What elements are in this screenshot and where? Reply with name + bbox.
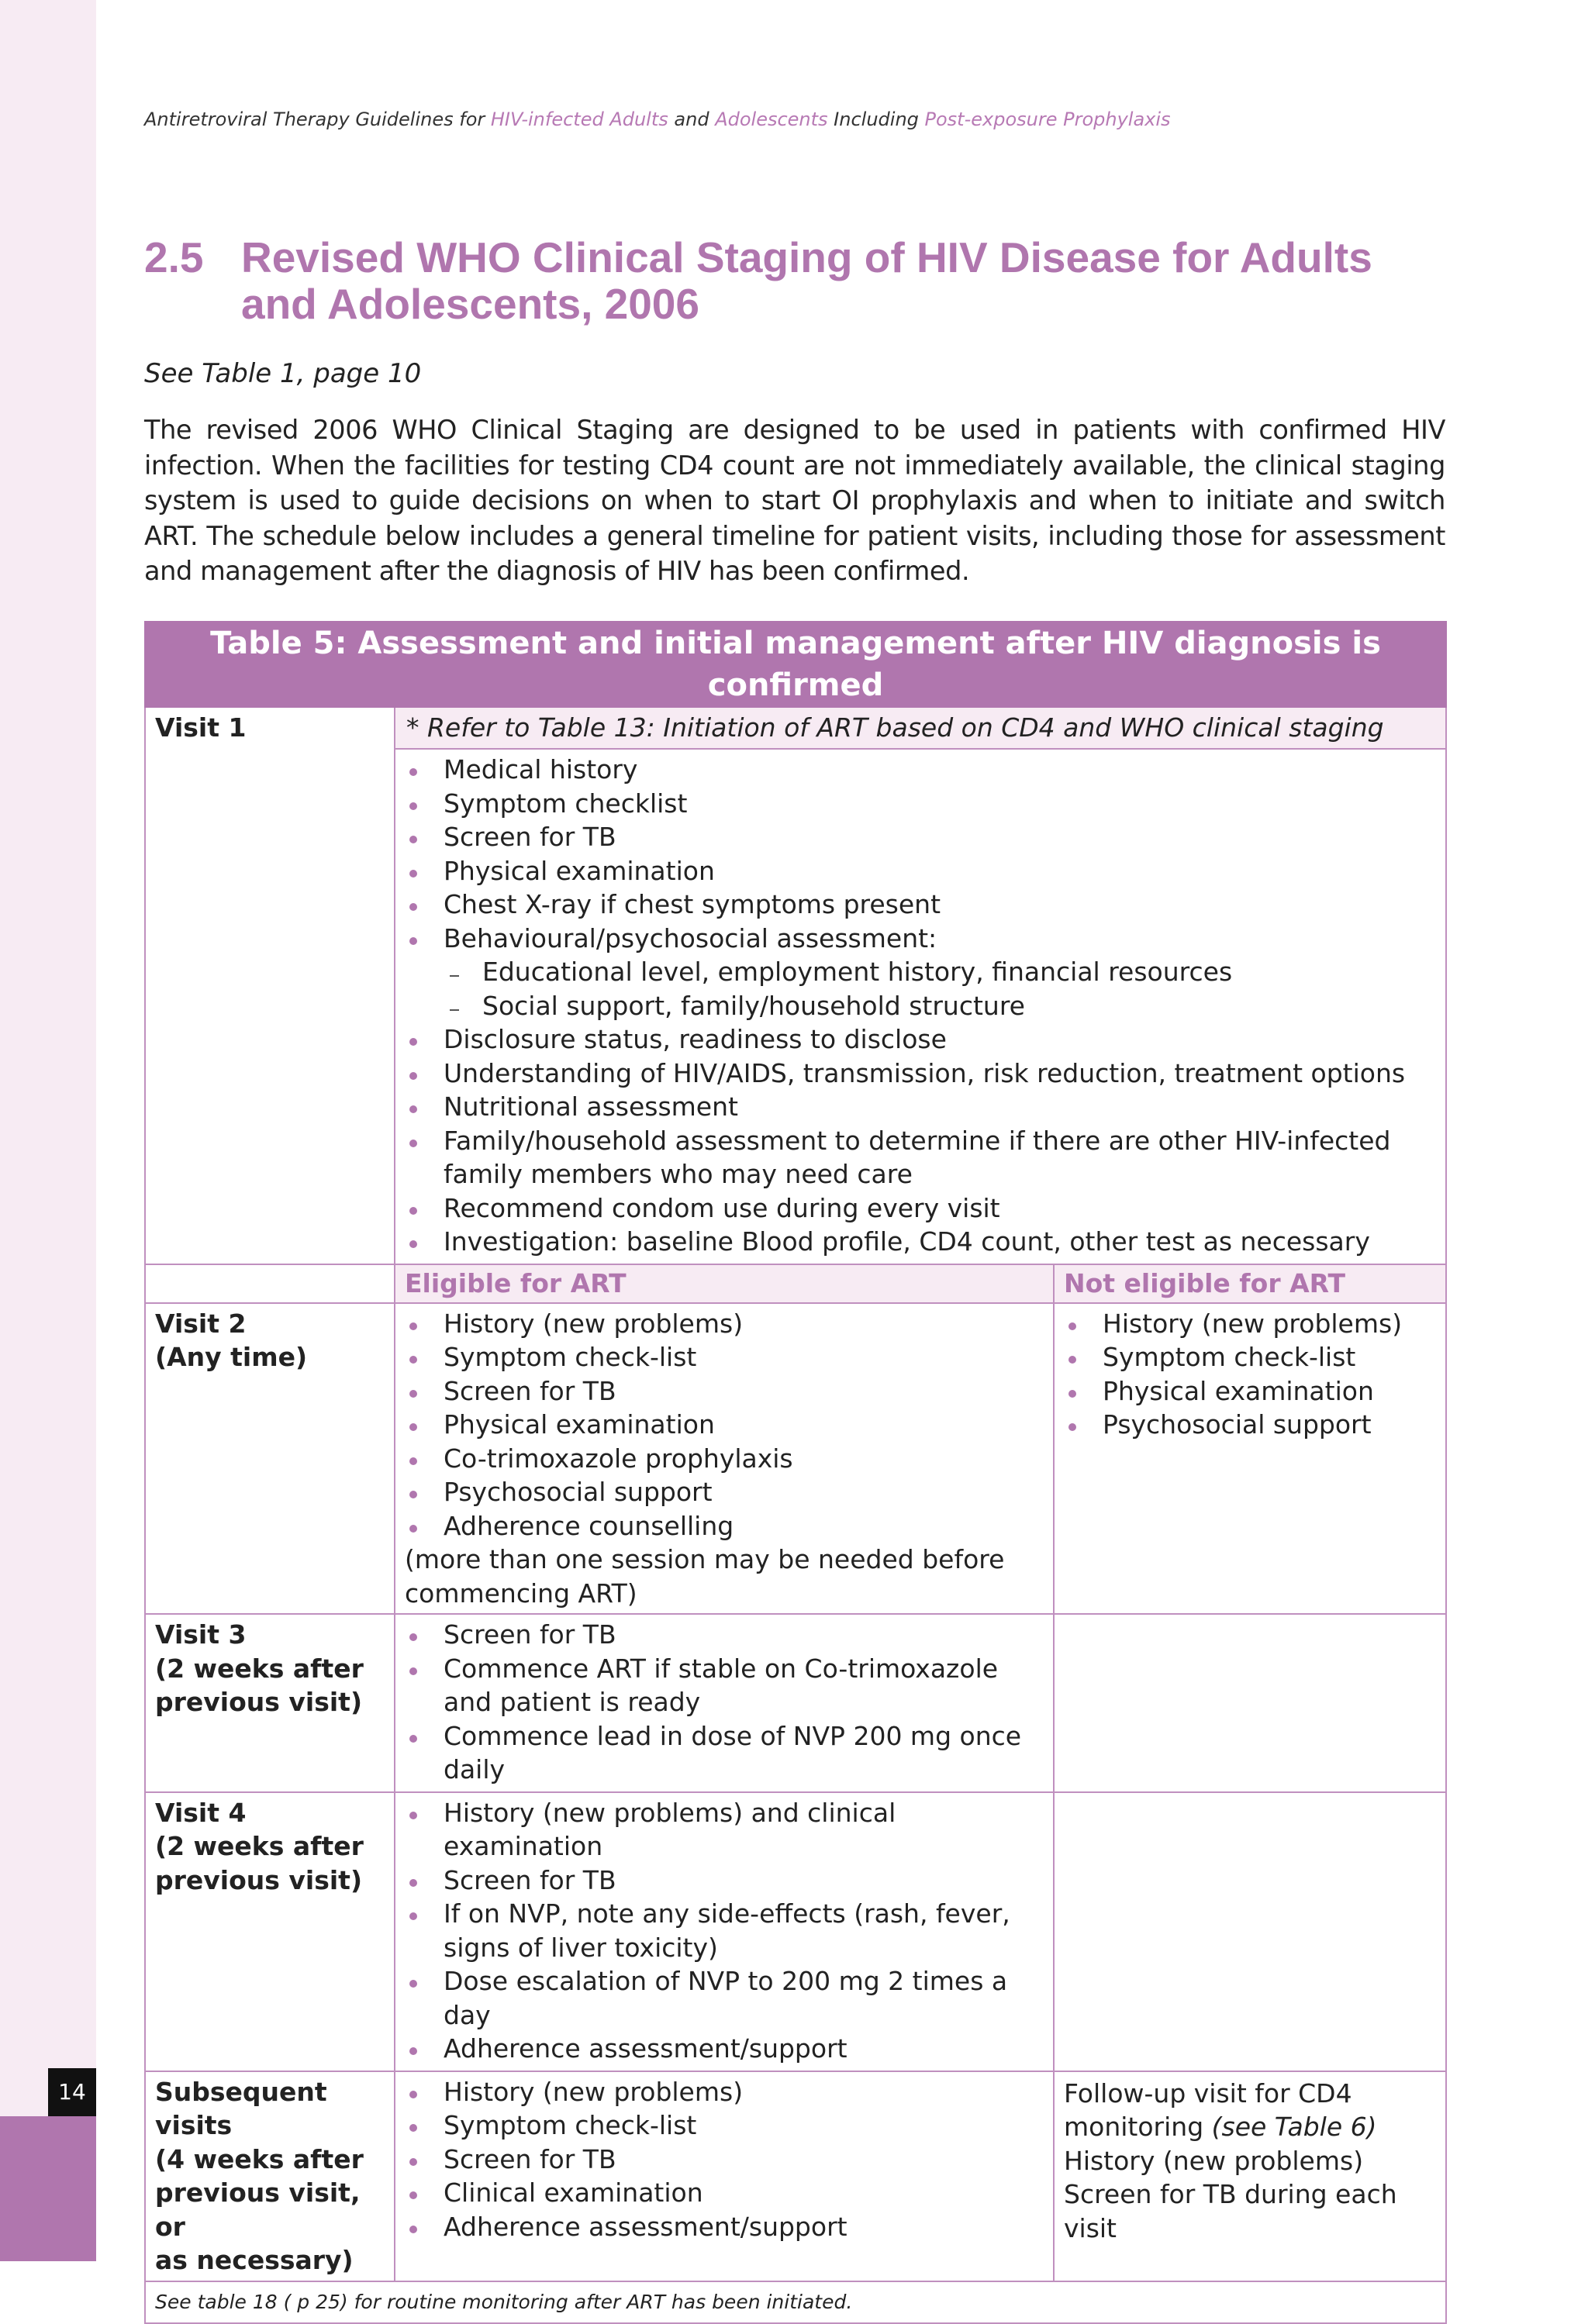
subsequent-label-line: (4 weeks after <box>155 2143 364 2174</box>
list-item: If on NVP, note any side-effects (rash, fever, signs of liver toxicity) <box>405 1897 1044 1964</box>
list-item: Understanding of HIV/AIDS, transmission, risk reduction, treatment options <box>405 1057 1436 1091</box>
followup-line: History (new problems) <box>1064 2145 1364 2176</box>
followup-table-ref: (see Table 6) <box>1211 2112 1377 2142</box>
visit-3-label <box>145 1614 395 1792</box>
header-accent-3: Post-exposure Prophylaxis <box>924 109 1171 130</box>
subsequent-visits-label <box>145 2071 395 2281</box>
list-item: Chest X-ray if chest symptoms present <box>405 888 1436 922</box>
visit-4-label <box>145 1792 395 2071</box>
list-item: Adherence assessment/support <box>405 2032 1044 2066</box>
subsequent-eligible-list <box>395 2072 1053 2249</box>
list-item: Symptom checklist <box>405 787 1436 821</box>
followup-text: monitoring <box>1064 2112 1212 2142</box>
assessment-table <box>144 621 1447 2324</box>
list-item: Screen for TB <box>405 820 1436 854</box>
visit-3-label-line: (2 weeks after <box>155 1653 364 1684</box>
list-item: Commence ART if stable on Co-trimoxazole and patient is ready <box>405 1652 1044 1719</box>
list-item: History (new problems) <box>405 2075 1044 2109</box>
list-item: Physical examination <box>405 854 1436 888</box>
list-subitem: Educational level, employment history, financial resources <box>405 955 1436 989</box>
list-item: History (new problems) and clinical examination <box>405 1796 1044 1864</box>
visit-2-eligible-note: (more than one session may be needed before commencing ART) <box>405 1544 1005 1609</box>
list-item: Medical history <box>405 753 1436 787</box>
header-text-1: Antiretroviral Therapy Guidelines for <box>144 109 491 130</box>
list-item: Investigation: baseline Blood profile, CD4 count, other test as necessary <box>405 1225 1436 1259</box>
blank-header-cell <box>145 1264 395 1303</box>
list-item: Clinical examination <box>405 2176 1044 2210</box>
visit-4-label-line: (2 weeks after <box>155 1831 364 1861</box>
visit-1-list <box>395 750 1445 1264</box>
list-item: Screen for TB <box>405 1374 1044 1409</box>
header-text-3: Including <box>827 109 925 130</box>
visit-1-label: Visit 1 <box>145 707 395 1264</box>
list-item: Recommend condom use during every visit <box>405 1191 1436 1226</box>
list-item: Symptom check-list <box>405 2108 1044 2143</box>
visit-2-label-line: (Any time) <box>155 1342 308 1372</box>
left-margin-accent <box>0 2116 96 2261</box>
list-item: Screen for TB <box>405 1618 1044 1652</box>
list-item: Dose escalation of NVP to 200 mg 2 times a day <box>405 1964 1044 2032</box>
eligible-column-header: Eligible for ART <box>395 1264 1054 1303</box>
section-number: 2.5 <box>144 233 204 281</box>
visit-4-eligible-list <box>395 1793 1053 2071</box>
visit-3-not-eligible-cell <box>1054 1614 1446 1792</box>
section-title: Revised WHO Clinical Staging of HIV Disease for Adults and Adolescents, 2006 <box>241 233 1372 328</box>
header-accent-2: Adolescents <box>715 109 828 130</box>
visit-4-not-eligible-cell <box>1054 1792 1446 2071</box>
list-item: Co-trimoxazole prophylaxis <box>405 1442 1044 1476</box>
followup-line: Follow-up visit for CD4 <box>1064 2077 1352 2108</box>
list-subitem: Social support, family/household structure <box>405 989 1436 1023</box>
visit-2-label <box>145 1303 395 1615</box>
list-item: Nutritional assessment <box>405 1090 1436 1124</box>
left-margin-band <box>0 0 96 2261</box>
visit-2-not-eligible-cell <box>1054 1303 1446 1615</box>
list-item: Physical examination <box>1064 1374 1436 1409</box>
list-item: Disclosure status, readiness to disclose <box>405 1022 1436 1057</box>
subsequent-label-line: Subsequent visits <box>155 2076 327 2140</box>
list-item: Symptom check-list <box>405 1340 1044 1374</box>
subsequent-eligible-cell <box>395 2071 1054 2281</box>
followup-line <box>1064 2110 1436 2144</box>
table-caption: Table 5: Assessment and initial management after HIV diagnosis is confirmed <box>145 622 1446 707</box>
visit-2-not-eligible-list <box>1055 1304 1445 1446</box>
list-item: Screen for TB <box>405 1864 1044 1898</box>
subsequent-label-line: as necessary) <box>155 2245 354 2275</box>
visit-1-items-cell <box>395 749 1446 1264</box>
visit-3-label-line: Visit 3 <box>155 1619 247 1650</box>
visit-4-eligible-cell <box>395 1792 1054 2071</box>
visit-3-label-line: previous visit) <box>155 1687 363 1717</box>
visit-2-label-line: Visit 2 <box>155 1308 247 1339</box>
list-item: Physical examination <box>405 1408 1044 1442</box>
running-header <box>144 109 1171 130</box>
list-item: Psychosocial support <box>405 1475 1044 1509</box>
list-item: Commence lead in dose of NVP 200 mg once daily <box>405 1719 1044 1787</box>
list-item: Behavioural/psychosocial assessment: <box>405 922 1436 956</box>
list-item: Adherence assessment/support <box>405 2210 1044 2244</box>
not-eligible-column-header: Not eligible for ART <box>1054 1264 1446 1303</box>
list-item: History (new problems) <box>405 1307 1044 1341</box>
intro-paragraph: The revised 2006 WHO Clinical Staging are designed to be used in patients with confirmed HIV infection. When the facilities for testing CD4 count are not immediately available, the clinical staging system is used to guide decisions on when to start OI prophylaxis and when to initiate and switch ART. The schedule below includes a general timeline for patient visits, including those for assessment and management after the diagnosis of HIV has been confirmed. <box>144 415 1445 586</box>
visit-4-label-line: Visit 4 <box>155 1797 247 1828</box>
visit-3-eligible-cell <box>395 1614 1054 1792</box>
subsequent-label-line: previous visit, or <box>155 2177 361 2242</box>
subsequent-not-eligible-cell <box>1054 2071 1446 2281</box>
followup-line: Screen for TB during each visit <box>1064 2179 1397 2243</box>
visit-4-label-line: previous visit) <box>155 1864 363 1895</box>
see-table-reference: See Table 1, page 10 <box>144 358 422 389</box>
list-item: Screen for TB <box>405 2143 1044 2177</box>
list-item: Symptom check-list <box>1064 1340 1436 1374</box>
page-number: 14 <box>48 2068 96 2116</box>
visit-2-eligible-cell <box>395 1303 1054 1615</box>
visit-2-eligible-list <box>395 1304 1053 1543</box>
visit-3-eligible-list <box>395 1615 1053 1791</box>
list-item: Family/household assessment to determine if there are other HIV-infected family members who may need care <box>405 1124 1436 1191</box>
table-footnote: See table 18 ( p 25) for routine monitoring after ART has been initiated. <box>145 2281 1446 2323</box>
header-accent-1: HIV-infected Adults <box>490 109 668 130</box>
list-item: Psychosocial support <box>1064 1408 1436 1442</box>
list-item: Adherence counselling <box>405 1509 1044 1543</box>
list-item: History (new problems) <box>1064 1307 1436 1341</box>
header-text-2: and <box>668 109 716 130</box>
visit-1-note: * Refer to Table 13: Initiation of ART based on CD4 and WHO clinical staging <box>395 707 1446 749</box>
